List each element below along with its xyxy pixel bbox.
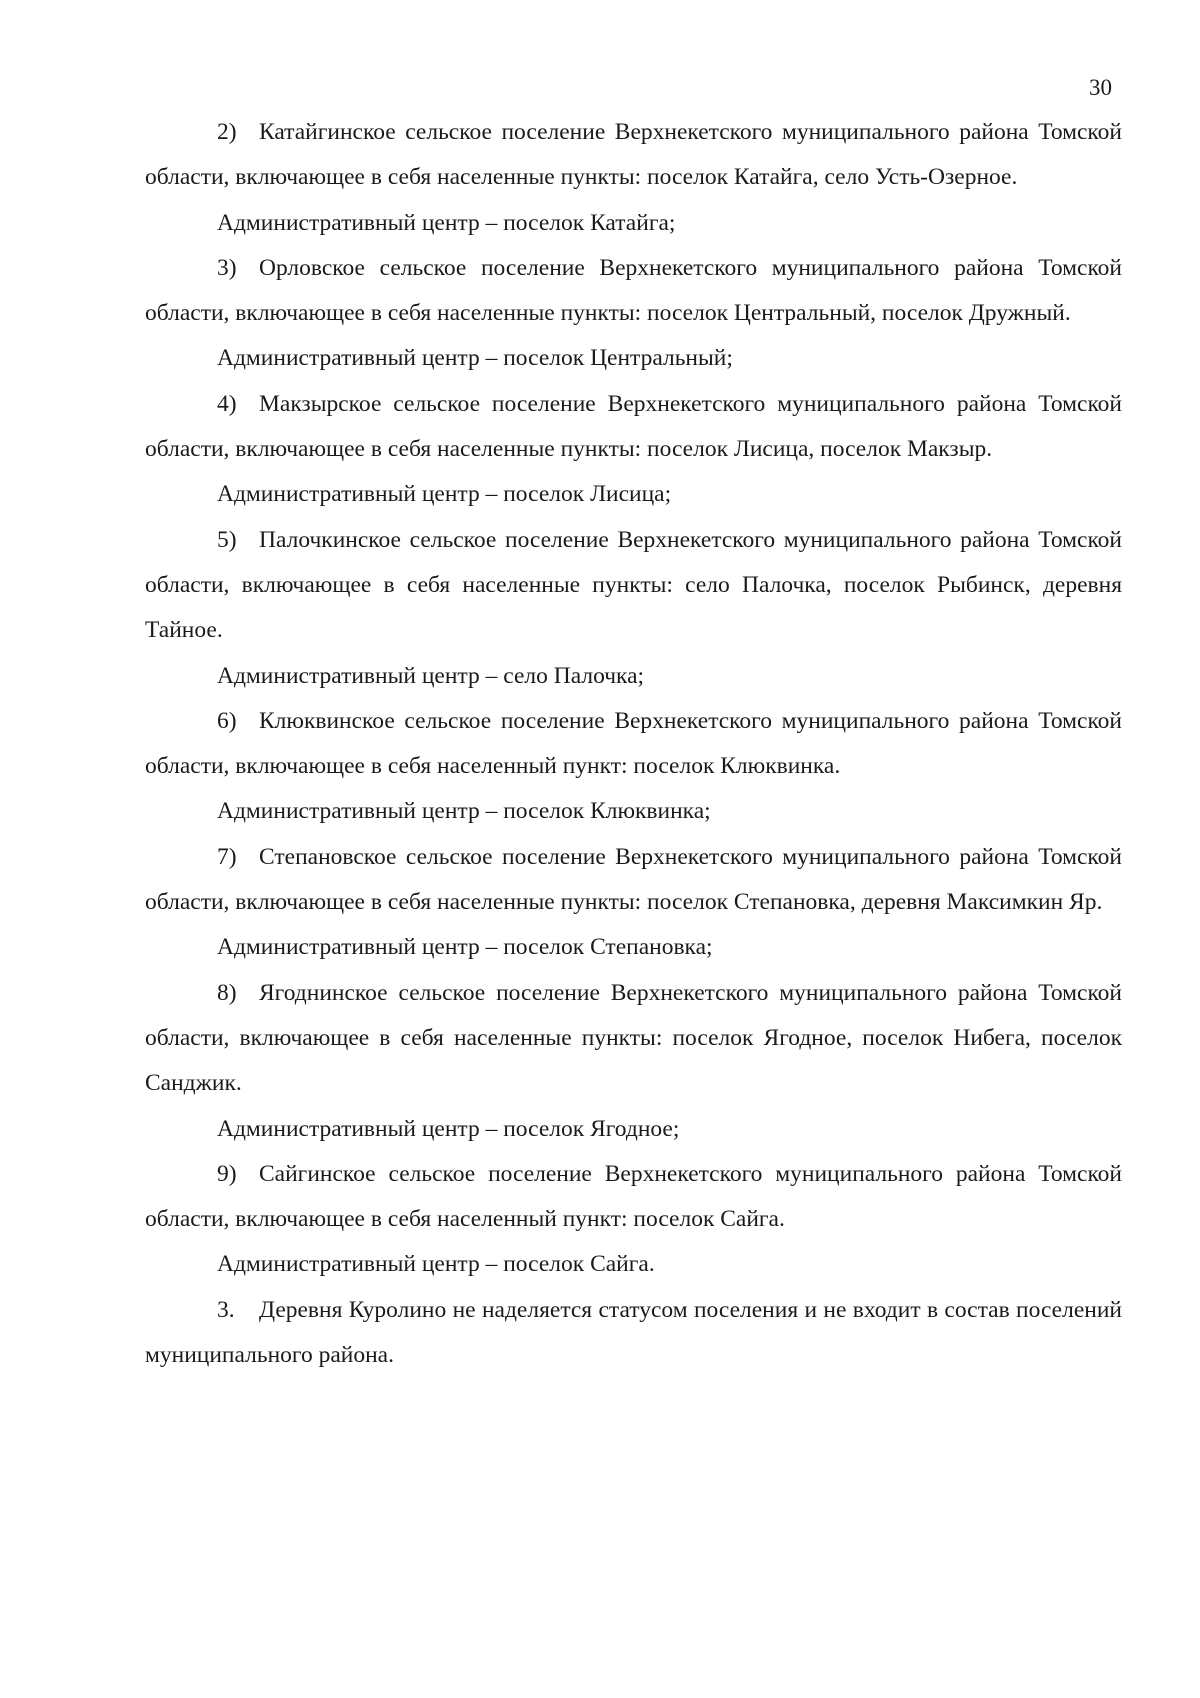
item-number: 5): [217, 526, 237, 553]
admin-center-text: Административный центр – поселок Клюквинка;: [217, 798, 711, 825]
admin-center-text: Административный центр – село Палочка;: [217, 662, 645, 689]
page-number: 30: [1089, 75, 1112, 100]
item-number: 6): [217, 707, 237, 734]
admin-center-line: [145, 925, 1122, 970]
admin-center-text: Административный центр – поселок Лисица;: [217, 481, 672, 508]
admin-center-line: [145, 201, 1122, 246]
item-text: Орловское сельское поселение Верхнекетского муниципального района Томской области, включающее в себя населенные пункты: поселок Центральный, поселок Дружный.: [145, 254, 1122, 327]
admin-center-text: Административный центр – поселок Катайга;: [217, 209, 676, 236]
admin-center-text: Административный центр – поселок Центральный;: [217, 345, 733, 372]
item-text: Ягоднинское сельское поселение Верхнекетского муниципального района Томской области, включающее в себя населенные пункты: поселок Ягодное, поселок Нибега, поселок Санджик.: [145, 979, 1122, 1097]
item-number: 4): [217, 390, 237, 417]
item-number: 8): [217, 979, 237, 1006]
paragraph-item-5: [145, 518, 1122, 654]
paragraph-item-6: [145, 699, 1122, 790]
admin-center-text: Административный центр – поселок Степановка;: [217, 934, 713, 961]
admin-center-line: [145, 1242, 1122, 1287]
paragraph-item-3: [145, 246, 1122, 337]
admin-center-text: Административный центр – поселок Сайга.: [217, 1251, 655, 1278]
admin-center-text: Административный центр – поселок Ягодное;: [217, 1115, 680, 1142]
paragraph-item-7: [145, 835, 1122, 926]
paragraph-section-3: [145, 1288, 1122, 1379]
item-text: Макзырское сельское поселение Верхнекетского муниципального района Томской области, включающее в себя населенные пункты: поселок Лисица, поселок Макзыр.: [145, 390, 1122, 463]
section-text: Деревня Куролино не наделяется статусом поселения и не входит в состав поселений муниципального района.: [145, 1296, 1122, 1369]
admin-center-line: [145, 472, 1122, 517]
item-text: Палочкинское сельское поселение Верхнекетского муниципального района Томской области, включающее в себя населенные пункты: село Палочка, поселок Рыбинск, деревня Тайное.: [145, 526, 1122, 644]
admin-center-line: [145, 1107, 1122, 1152]
item-number: 7): [217, 843, 237, 870]
item-number: 3): [217, 254, 237, 281]
paragraph-item-9: [145, 1152, 1122, 1243]
item-number: 9): [217, 1160, 237, 1187]
paragraph-item-8: [145, 971, 1122, 1107]
item-number: 2): [217, 119, 237, 145]
item-text: Клюквинское сельское поселение Верхнекетского муниципального района Томской области, включающее в себя населенный пункт: поселок Клюквинка.: [145, 707, 1122, 780]
paragraph-item-4: [145, 382, 1122, 473]
document-body: [145, 110, 1122, 1378]
item-text: Степановское сельское поселение Верхнекетского муниципального района Томской области, включающее в себя населенные пункты: поселок Степановка, деревня Максимкин Яр.: [145, 843, 1122, 916]
item-text: Катайгинское сельское поселение Верхнекетского муниципального района Томской области, включающее в себя населенные пункты: поселок Катайга, село Усть-Озерное.: [145, 119, 1122, 191]
item-text: Сайгинское сельское поселение Верхнекетского муниципального района Томской области, включающее в себя населенный пункт: поселок Сайга.: [145, 1160, 1122, 1233]
section-number: 3.: [217, 1296, 235, 1323]
admin-center-line: [145, 789, 1122, 834]
admin-center-line: [145, 336, 1122, 381]
admin-center-line: [145, 654, 1122, 699]
paragraph-item-2: [145, 110, 1122, 201]
